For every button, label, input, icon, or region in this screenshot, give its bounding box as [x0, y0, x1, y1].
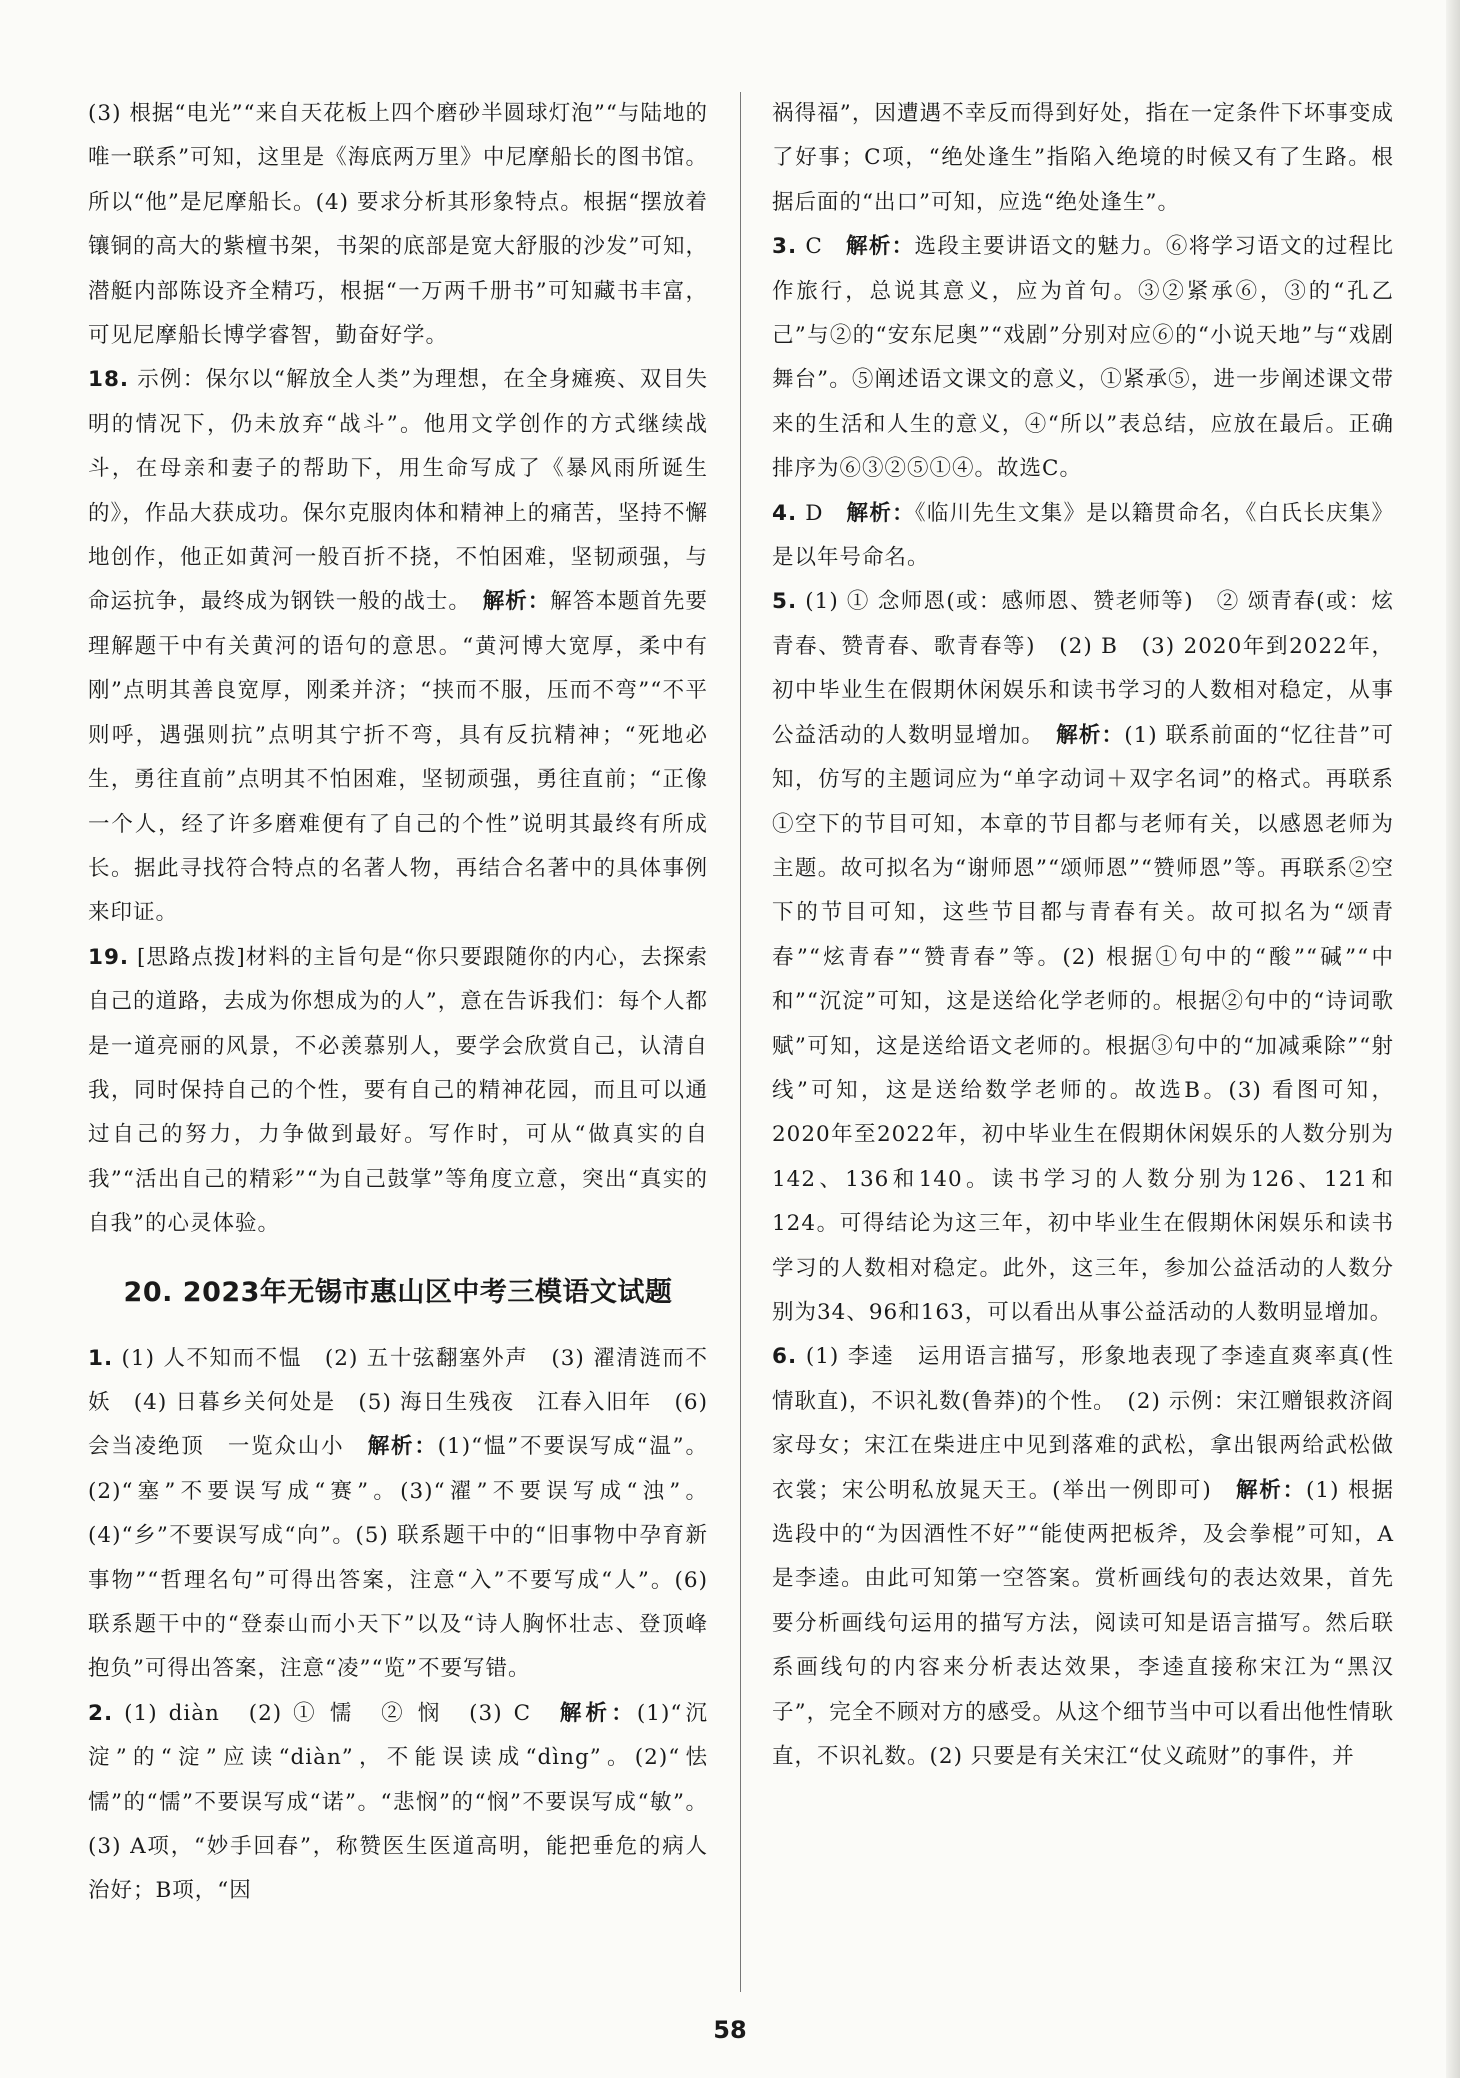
- q1-analysis-label: 解析：: [367, 1434, 438, 1460]
- q6-answer: (1) 李逵 运用语言描写，形象地表现了李逵直爽率真(性情耿直)，不识礼数(鲁莽)的个性。 (2) 示例：宋江赠银救济阎家母女；宋江在柴进庄中见到落难的武松，拿出银两给武松做衣裳；宋公明私放晁天王。(举出一例即可): [772, 1344, 1394, 1503]
- answer-q6: [772, 1335, 1394, 1779]
- q2-analysis: (1)“沉淀”的“淀”应读“diàn”，不能误读成“dìng”。(2)“怯懦”的“懦”不要误写成“诺”。“悲悯”的“悯”不要误写成“敏”。(3) A项，“妙手回春”，称赞医生医道高明，能把垂危的病人治好；B项，“因: [88, 1700, 708, 1904]
- q19-answer: 材料的主旨句是“你只要跟随你的内心，去探索自己的道路，去成为你想成为的人”，意在告诉我们：每个人都是一道亮丽的风景，不必羡慕别人，要学会欣赏自己，认清自我，同时保持自己的个性，要有自己的精神花园，而且可以通过自己的努力，力争做到最好。写作时，可从“做真实的自我”“活出自己的精彩”“为自己鼓掌”等角度立意，突出“真实的自我”的心灵体验。: [88, 944, 709, 1237]
- q4-answer: D: [805, 500, 824, 526]
- right-column: [772, 92, 1394, 1779]
- q4-analysis-label: 解析：: [846, 500, 915, 526]
- answer-q2: [88, 1692, 708, 1914]
- q5-analysis-label: 解析：: [1056, 722, 1125, 748]
- q5-analysis: (1) 联系前面的“忆往昔”可知，仿写的主题词应为“单字动词＋双字名词”的格式。再联系①空下的节目可知，本章的节目都与老师有关，以感恩老师为主题。故可拟名为“谢师恩”“颂师恩”“赞师恩”等。再联系②空下的节目可知，这些节目都与青春有关。故可拟名为“颂青春”“炫青春”“赞青春”等。(2) 根据①句中的“酸”“碱”“中和”“沉淀”可知，这是送给化学老师的。根据②句中的“诗词歌赋”可知，这是送给语文老师的。根据③句中的“加减乘除”“射线”可知，这是送给数学老师的。故选B。(3) 看图可知，2020年至2022年，初中毕业生在假期休闲娱乐的人数分别为142、136和140。读书学习的人数分别为126、121和124。可得结论为这三年，初中毕业生在假期休闲娱乐和读书学习的人数相对稳定。此外，这三年，参加公益活动的人数分别为34、96和163，可以看出从事公益活动的人数明显增加。: [772, 722, 1394, 1325]
- q2-analysis-label: 解析：: [559, 1700, 637, 1726]
- q1-answer: (1) 人不知而不愠 (2) 五十弦翻塞外声 (3) 濯清涟而不妖 (4) 日暮乡关何处是 (5) 海日生残夜 江春入旧年 (6) 会当凌绝顶 一览众山小: [88, 1345, 708, 1460]
- answer-q18: [88, 358, 708, 935]
- q1-number: 1.: [88, 1345, 114, 1371]
- q6-analysis: (1) 根据选段中的“为因酒性不好”“能使两把板斧，及会拳棍”可知，A是李逵。由此可知第一空答案。赏析画线句的表达效果，首先要分析画线句运用的描写方法，阅读可知是语言描写。然后联系画线句的内容来分析表达效果，李逵直接称宋江为“黑汉子”，完全不顾对方的感受。从这个细节当中可以看出他性情耿直，不识礼数。(2) 只要是有关宋江“仗义疏财”的事件，并: [772, 1477, 1394, 1770]
- answer-q5: [772, 580, 1394, 1335]
- q5-answer: (1) ① 念师恩(或：感师恩、赞老师等) ② 颂青春(或：炫青春、赞青春、歌青春等) (2) B (3) 2020年到2022年，初中毕业生在假期休闲娱乐和读书学习的人数相对稳定，从事公益活动的人数明显增加。: [772, 589, 1394, 748]
- answer-q1: [88, 1337, 708, 1692]
- paragraph-q2-continued: [772, 92, 1394, 225]
- q4-number: 4.: [772, 500, 798, 526]
- q2-continued-text: 祸得福”，因遭遇不幸反而得到好处，指在一定条件下坏事变成了好事；C项，“绝处逢生”指陷入绝境的时候又有了生路。根据后面的“出口”可知，应选“绝处逢生”。: [772, 101, 1394, 215]
- q18-analysis: 解答本题首先要理解题干中有关黄河的语句的意思。“黄河博大宽厚，柔中有刚”点明其善良宽厚，刚柔并济；“挟而不服，压而不弯”“不平则呼，遇强则抗”点明其宁折不弯，具有反抗精神；“死地必生，勇往直前”点明其不怕困难，坚韧顽强，勇往直前；“正像一个人，经了许多磨难便有了自己的个性”说明其最终有所成长。据此寻找符合特点的名著人物，再结合名著中的具体事例来印证。: [88, 589, 708, 926]
- q6-analysis-label: 解析：: [1235, 1477, 1306, 1503]
- paragraph-q17-continued: [88, 92, 708, 358]
- q6-number: 6.: [772, 1344, 798, 1370]
- q4-analysis: 《临川先生文集》是以籍贯命名，《白氏长庆集》是以年号命名。: [772, 500, 1394, 571]
- page-number: 58: [713, 2016, 747, 2044]
- q5-number: 5.: [772, 589, 798, 615]
- q2-answer: (1) diàn (2) ① 懦 ② 悯 (3) C: [124, 1700, 532, 1726]
- q2-number: 2.: [88, 1700, 114, 1726]
- q17-text: (3) 根据“电光”“来自天花板上四个磨砂半圆球灯泡”“与陆地的唯一联系”可知，这里是《海底两万里》中尼摩船长的图书馆。所以“他”是尼摩船长。(4) 要求分析其形象特点。根据“摆放着镶铜的高大的紫檀书架，书架的底部是宽大舒服的沙发”可知，潜艇内部陈设齐全精巧，根据“一万两千册书”可知藏书丰富，可见尼摩船长博学睿智，勤奋好学。: [88, 101, 708, 349]
- answer-q3: [772, 225, 1394, 491]
- q19-number: 19.: [88, 944, 130, 970]
- q18-analysis-label: 解析：: [482, 589, 551, 615]
- q18-number: 18.: [88, 367, 130, 393]
- q3-number: 3.: [772, 234, 798, 260]
- q3-analysis: 选段主要讲语文的魅力。⑥将学习语文的过程比作旅行，总说其意义，应为首句。③②紧承⑥，③的“孔乙己”与②的“安东尼奥”“戏剧”分别对应⑥的“小说天地”与“戏剧舞台”。⑤阐述语文课文的意义，①紧承⑤，进一步阐述课文带来的生活和人生的意义，④“所以”表总结，应放在最后。正确排序为⑥③②⑤①④。故选C。: [772, 234, 1394, 482]
- left-column: [88, 92, 708, 1914]
- answer-q4: [772, 492, 1394, 581]
- q3-answer: C: [805, 234, 823, 260]
- page-edge-shadow: [1446, 0, 1460, 2078]
- section-heading: 20. 2023年无锡市惠山区中考三模语文试题: [123, 1276, 673, 1308]
- q18-answer: 示例：保尔以“解放全人类”为理想，在全身瘫痪、双目失明的情况下，仍未放弃“战斗”。他用文学创作的方式继续战斗，在母亲和妻子的帮助下，用生命写成了《暴风雨所诞生的》，作品大获成功。保尔克服肉体和精神上的痛苦，坚持不懈地创作，他正如黄河一般百折不挠，不怕困难，坚韧顽强，与命运抗争，最终成为钢铁一般的战士。: [88, 367, 708, 615]
- answer-q19: [88, 936, 708, 1247]
- column-divider: [740, 92, 741, 1992]
- q1-analysis: (1)“愠”不要误写成“温”。(2)“塞”不要误写成“赛”。(3)“濯”不要误写成“浊”。(4)“乡”不要误写成“向”。(5) 联系题干中的“旧事物中孕育新事物”“哲理名句”可得出答案，注意“入”不要写成“人”。(6) 联系题干中的“登泰山而小天下”以及“诗人胸怀壮志、登顶峰抱负”可得出答案，注意“凌”“览”不要写错。: [88, 1434, 708, 1682]
- q19-tip-label: [思路点拨]: [136, 944, 246, 970]
- q3-analysis-label: 解析：: [845, 234, 915, 260]
